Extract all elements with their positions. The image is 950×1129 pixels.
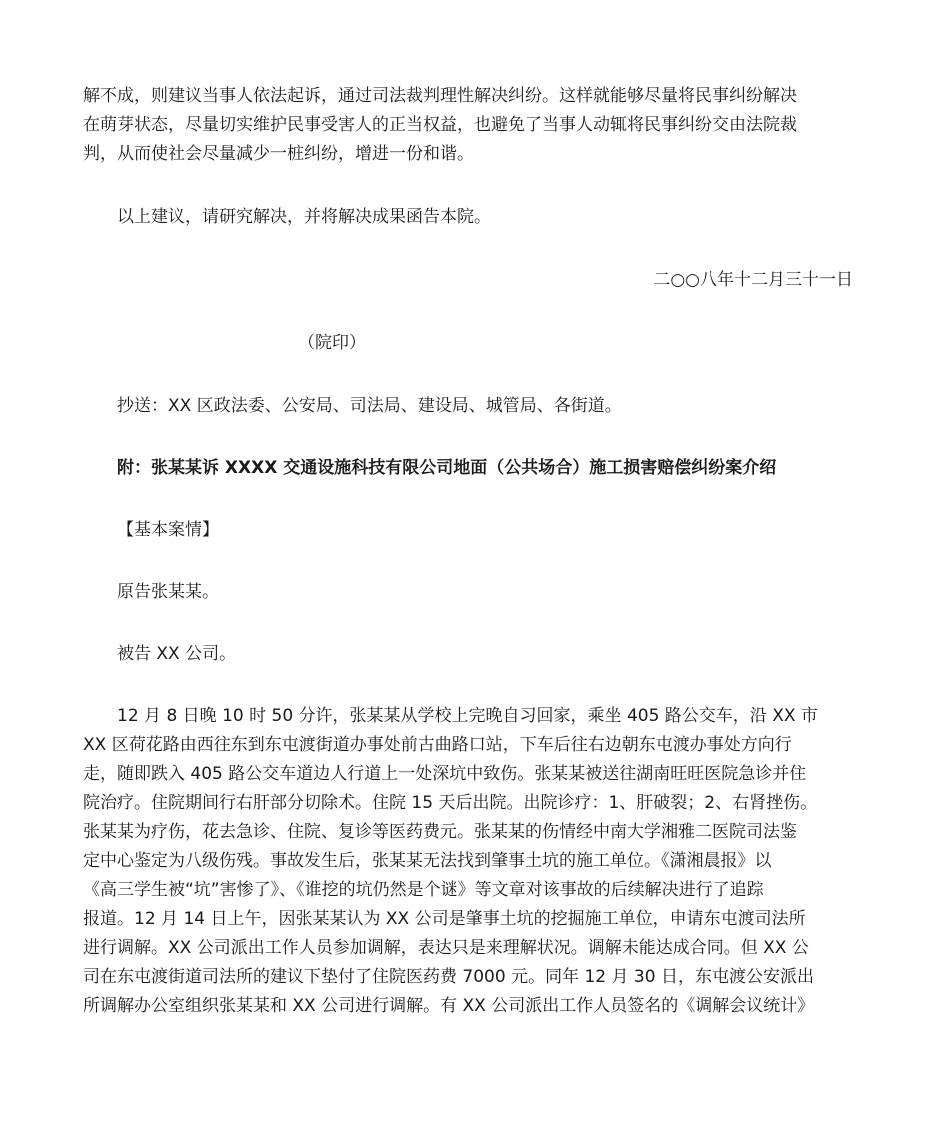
text-line: 《高三学生被“坑”害惨了》、《谁挖的坑仍然是个谜》等文章对该事故的后续解决进行了追踪	[83, 880, 764, 900]
section-heading: 【基本案情】	[117, 520, 219, 540]
case-facts-paragraph	[83, 702, 863, 1021]
plaintiff-line: 原告张某某。	[117, 582, 219, 602]
document-page	[83, 82, 863, 1021]
court-seal-label: （院印）	[298, 333, 366, 353]
text-line: 司在东屯渡街道司法所的建议下垫付了住院医药费 7000 元。同年 12 月 30 日，东屯渡公安派出	[83, 967, 814, 987]
document-date: 二○○八年十二月三十一日	[653, 270, 853, 290]
text-line: 定中心鉴定为八级伤残。事故发生后，张某某无法找到肇事土坑的施工单位。《潇湘晨报》以	[83, 851, 772, 871]
text-line: 张某某为疗伤，花去急诊、住院、复诊等医药费元。张某某的伤情经中南大学湘雅二医院司法鉴	[83, 822, 797, 842]
cc-list: 抄送：XX 区政法委、公安局、司法局、建设局、城管局、各街道。	[117, 396, 622, 416]
text-line: 所调解办公室组织张某某和 XX 公司进行调解。有 XX 公司派出工作人员签名的《调解会议统计》	[83, 996, 815, 1016]
continuation-paragraph	[83, 82, 863, 169]
text-line: 院治疗。住院期间行右肝部分切除术。住院 15 天后出院。出院诊疗：1、肝破裂；2、右肾挫伤。	[83, 793, 818, 813]
text-line: 在萌芽状态，尽量切实维护民事受害人的正当权益，也避免了当事人动辄将民事纠纷交由法院裁	[83, 115, 797, 135]
text-line: 报道。12 月 14 日上午，因张某某认为 XX 公司是肇事土坑的挖掘施工单位，申请东屯渡司法所	[83, 909, 806, 929]
text-line: XX 区荷花路由西往东到东屯渡街道办事处前古曲路口站，下车后往右边朝东屯渡办事处方向行	[83, 735, 792, 755]
text-line: 走，随即跌入 405 路公交车道边人行道上一处深坑中致伤。张某某被送往湖南旺旺医院急诊并住	[83, 764, 807, 784]
text-line: 判，从而使社会尽量减少一桩纠纷，增进一份和谐。	[83, 144, 474, 164]
text-line: 解不成，则建议当事人依法起诉，通过司法裁判理性解决纠纷。这样就能够尽量将民事纠纷解决	[83, 86, 797, 106]
text-line: 12 月 8 日晚 10 时 50 分许，张某某从学校上完晚自习回家，乘坐 405 路公交车，沿 XX 市	[117, 706, 818, 726]
defendant-line: 被告 XX 公司。	[117, 644, 237, 664]
text-line: 进行调解。XX 公司派出工作人员参加调解，表达只是来理解状况。调解未能达成合同。但 XX 公	[83, 938, 809, 958]
attachment-title: 附：张某某诉 XXXX 交通设施科技有限公司地面（公共场合）施工损害赔偿纠纷案介绍	[117, 458, 777, 478]
closing-request: 以上建议，请研究解决，并将解决成果函告本院。	[117, 207, 491, 227]
